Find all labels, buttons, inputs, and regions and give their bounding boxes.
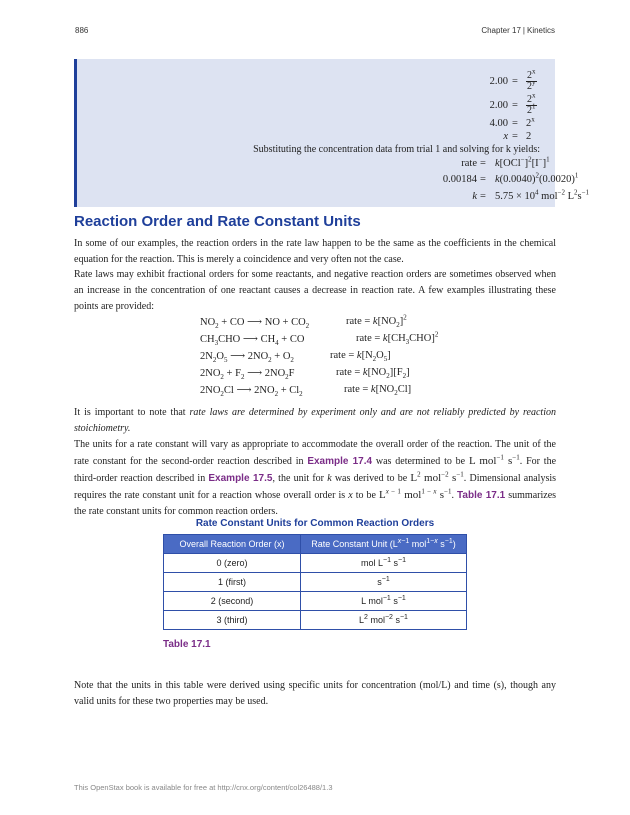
column-header-unit: Rate Constant Unit ($L^{x-1}$ mol$^{1-x}$ $s^{-1}$): [301, 535, 467, 554]
paragraph: It is important to note that rate laws are determined by experiment only and are not reliably predicted by reaction stoichiometry.: [74, 407, 556, 434]
equals-sign: =: [480, 158, 486, 169]
equation-lhs: 2.00: [489, 100, 508, 111]
equation-lhs: rate: [461, 158, 477, 169]
order-cell: 0 (zero): [164, 554, 301, 573]
running-header: [481, 26, 555, 35]
equation-row: [77, 115, 558, 132]
equation-rhs: $k(0.0040)^2(0.0020)^1$: [495, 171, 579, 185]
equation-lhs: x: [503, 131, 508, 142]
column-header-order: Overall Reaction Order (x): [164, 535, 301, 554]
equals-sign: =: [480, 191, 486, 202]
page-footer: This OpenStax book is available for free at http://cnx.org/content/col26488/1.3: [74, 783, 333, 792]
example-17-4-link[interactable]: Example 17.4: [307, 456, 373, 467]
equals-sign: =: [512, 131, 518, 142]
equation-rhs: $k[OCl^-]^2[I^-]^1$: [495, 155, 550, 169]
chapter-label: Chapter 17: [481, 26, 521, 35]
equation-lhs: k: [472, 191, 477, 202]
table-row: [164, 611, 467, 630]
example-solution-box: [74, 59, 590, 207]
table-label: Table 17.1: [163, 639, 211, 650]
order-cell: 3 (third): [164, 611, 301, 630]
reaction-equation: $NO_2$ + CO ⟶ NO + $CO_2$: [200, 317, 310, 331]
equation-lhs: 2.00: [489, 76, 508, 87]
paragraph: Note that the units in this table were derived using specific units for concentration (mol/L) and time (s), though any valid units for these two properties may be used.: [74, 680, 556, 707]
paragraph: The units for a rate constant will vary as appropriate to accommodate the overall order of the reaction. The unit of the rate constant for the second-order reaction described in Example 17.4 was determined to be L mol$^{-1}$ $s^{-1}$. For the third-order reaction described in Example 17.5, the unit for k was derived to be $L^2$ mol$^{-2}$ $s^{-1}$. Dimensional analysis requires the rate constant unit for a reaction whose overall order is x to be $L^{x - 1}$ mol$^{1 - x}$ $s^{-1}$. Table 17.1 summarizes the rate constant units for common reaction orders.: [74, 439, 557, 517]
unit-cell: L mol$^{-1}$ $s^{-1}$: [301, 592, 467, 611]
rate-law: rate = $k[CH_3CHO]^2$: [356, 330, 439, 347]
chapter-title: Kinetics: [526, 26, 555, 35]
equation-row: [77, 171, 579, 188]
equals-sign: =: [512, 118, 518, 129]
equation-rhs: 2$^x$: [526, 115, 535, 129]
equals-sign: =: [512, 76, 518, 87]
reaction-equation: $CH_3CHO$ ⟶ $CH_4$ + CO: [200, 334, 305, 348]
equation-rhs: 2: [526, 131, 532, 142]
equation-row: [77, 188, 590, 205]
equation-rhs: $\frac{2^x}{2^1}$: [527, 91, 536, 116]
reaction-equation: $2NO_2Cl$ ⟶ $2NO_2 + Cl_2$: [200, 385, 303, 399]
equals-sign: =: [512, 100, 518, 111]
equation-rhs: $5.75 \times 10^4$ mol$^{-2}$ $L^2s^{-1}$: [495, 188, 590, 202]
equation-rhs: $\frac{2^x}{2^y}$: [527, 67, 536, 92]
table-row: [164, 554, 467, 573]
table-header-row: [164, 535, 467, 554]
equation-lhs: 4.00: [489, 118, 508, 129]
reaction-equation: $2NO_2 + F_2$ ⟶ $2NO_2F$: [200, 368, 295, 382]
rate-law: rate = $k[NO_2Cl]$: [344, 384, 412, 398]
table-caption: Rate Constant Units for Common Reaction Orders: [195, 518, 435, 529]
example-17-5-link[interactable]: Example 17.5: [208, 473, 273, 484]
paragraph: Rate laws may exhibit fractional orders for some reactants, and negative reaction orders are sometimes observed when an increase in the concentration of one reactant causes a decrease in reaction rate. A few examples illustrating these points are provided:: [74, 269, 556, 312]
section-title: Reaction Order and Rate Constant Units: [74, 213, 361, 230]
equation-row: [77, 67, 558, 93]
rate-law: rate = $k[NO_2]^2$: [346, 313, 407, 330]
unit-cell: mol $L^{-1}$ $s^{-1}$: [301, 554, 467, 573]
unit-cell: $s^{-1}$: [301, 573, 467, 592]
page-number: 886: [75, 26, 89, 35]
equation-row: [77, 131, 558, 145]
order-cell: 2 (second): [164, 592, 301, 611]
substitution-text: Substituting the concentration data from trial 1 and solving for k yields:: [253, 144, 540, 155]
equals-sign: =: [480, 174, 486, 185]
order-cell: 1 (first): [164, 573, 301, 592]
paragraph: In some of our examples, the reaction orders in the rate law happen to be the same as the coefficients in the chemical equation for the reaction. This is merely a coincidence and very often not the case.: [74, 238, 556, 265]
table-row: [164, 592, 467, 611]
equation-row: [77, 91, 558, 117]
unit-cell: $L^2$ mol$^{-2}$ $s^{-1}$: [301, 611, 467, 630]
table-row: [164, 573, 467, 592]
header-separator: |: [522, 26, 525, 35]
rate-constant-units-table: [163, 534, 467, 630]
equation-lhs: 0.00184: [442, 174, 477, 185]
equation-row: [77, 155, 558, 172]
reaction-equation: $2N_2O_5$ ⟶ $2NO_2 + O_2$: [200, 351, 294, 365]
rate-law: rate = $k[N_2O_5]$: [330, 350, 391, 364]
rate-law: rate = $k[NO_2][F_2]$: [336, 367, 410, 381]
table-17-1-link[interactable]: Table 17.1: [457, 490, 506, 501]
